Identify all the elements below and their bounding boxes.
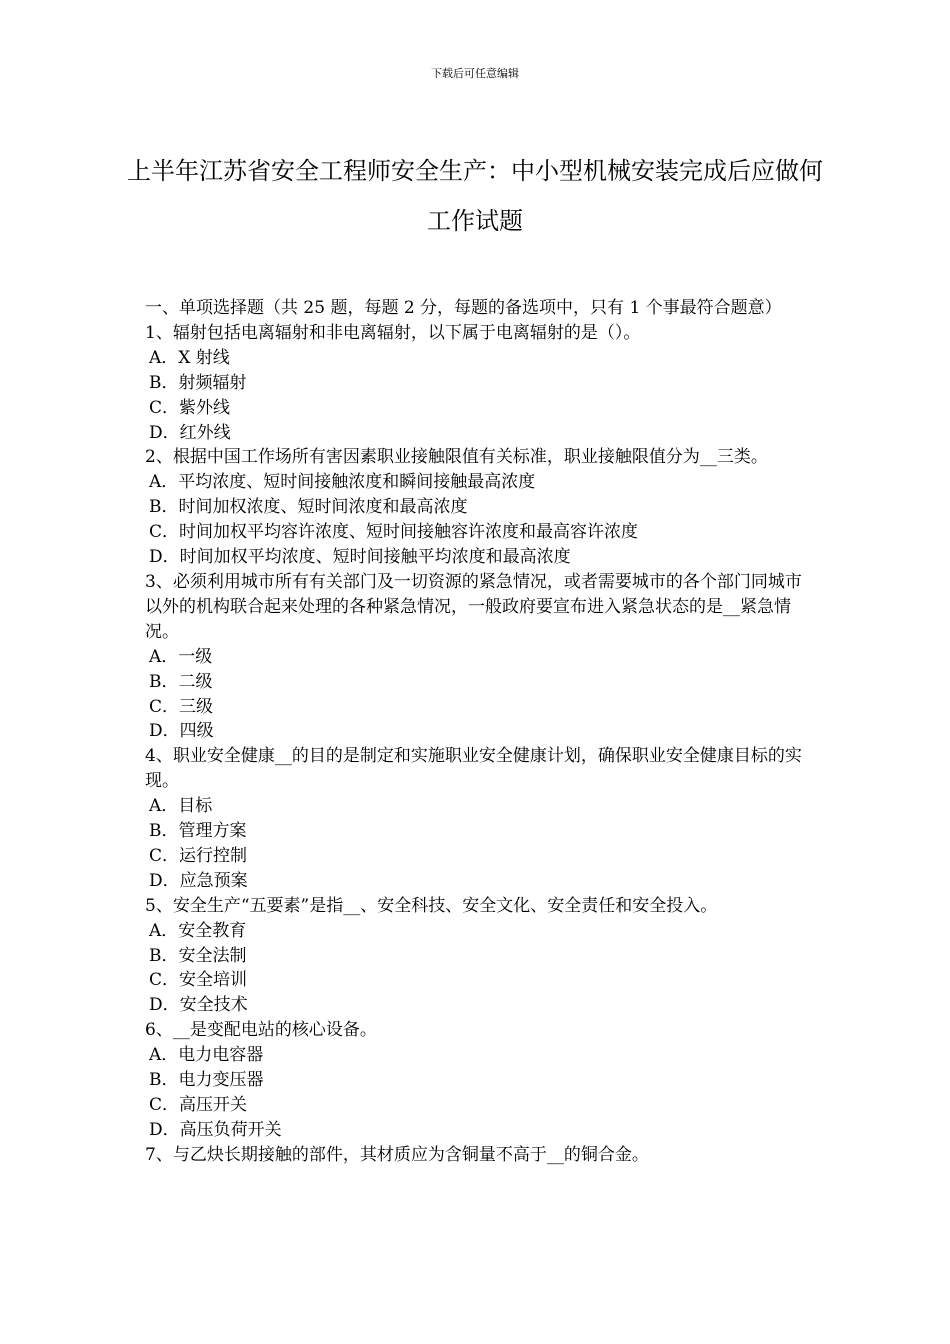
answer-option: B．电力变压器: [149, 1070, 264, 1091]
question-stem: 1、辐射包括电离辐射和非电离辐射，以下属于电离辐射的是（）。: [145, 322, 641, 343]
question-block: [145, 744, 810, 893]
question-block: [145, 321, 810, 446]
question-stem: 2、根据中国工作场所有害因素职业接触限值有关标准，职业接触限值分为__三类。: [145, 447, 768, 468]
answer-option: D．红外线: [149, 422, 231, 443]
answer-option: D．高压负荷开关: [149, 1119, 282, 1140]
question-stem: 7、与乙炔长期接触的部件，其材质应为含铜量不高于__的铜合金。: [145, 1144, 649, 1165]
question-block: [145, 570, 810, 744]
answer-option: C．三级: [149, 696, 214, 717]
question-block: [145, 1143, 810, 1168]
answer-option: A．X 射线: [149, 347, 230, 368]
question-block: [145, 445, 810, 570]
answer-option: B．时间加权浓度、短时间浓度和最高浓度: [149, 497, 468, 518]
answer-option: C．运行控制: [149, 845, 248, 866]
questions-container: [145, 321, 810, 1168]
answer-option: A．目标: [149, 796, 213, 817]
answer-option: C．时间加权平均容许浓度、短时间接触容许浓度和最高容许浓度: [149, 522, 639, 543]
question-list: [145, 296, 810, 1168]
answer-option: B．安全法制: [149, 945, 247, 966]
header-note: 下载后可任意编辑: [431, 67, 519, 80]
answer-option: A．平均浓度、短时间接触浓度和瞬间接触最高浓度: [149, 472, 536, 493]
answer-option: D．安全技术: [149, 995, 248, 1016]
section-heading: 一、单项选择题（共 25 题，每题 2 分，每题的备选项中，只有 1 个事最符合题意）: [145, 298, 782, 318]
page-title: 上半年江苏省安全工程师安全生产：中小型机械安装完成后应做何工作试题: [127, 157, 823, 235]
answer-option: C．高压开关: [149, 1095, 248, 1115]
answer-option: D．四级: [149, 721, 214, 742]
answer-option: A．电力电容器: [149, 1045, 264, 1066]
answer-option: C．安全培训: [149, 970, 248, 991]
question-stem: 6、__是变配电站的核心设备。: [145, 1020, 377, 1041]
answer-option: D．应急预案: [149, 870, 248, 891]
answer-option: D．时间加权平均浓度、短时间接触平均浓度和最高浓度: [149, 547, 571, 568]
question-stem: 3、必须利用城市所有有关部门及一切资源的紧急情况，或者需要城市的各个部门同城市以外的机构联合起来处理的各种紧急情况，一般政府要宣布进入紧急状态的是__紧急情况。: [145, 571, 802, 642]
answer-option: B．二级: [149, 671, 213, 692]
answer-option: A．一级: [149, 646, 213, 667]
question-block: [145, 894, 810, 1019]
question-stem: 5、安全生产“五要素”是指__、安全科技、安全文化、安全责任和安全投入。: [145, 895, 718, 916]
answer-option: A．安全教育: [149, 920, 247, 941]
question-stem: 4、职业安全健康__的目的是制定和实施职业安全健康计划，确保职业安全健康目标的实现。: [145, 746, 802, 792]
question-block: [145, 1018, 810, 1143]
answer-option: B．管理方案: [149, 821, 247, 842]
answer-option: C．紫外线: [149, 397, 231, 418]
answer-option: B．射频辐射: [149, 372, 247, 393]
